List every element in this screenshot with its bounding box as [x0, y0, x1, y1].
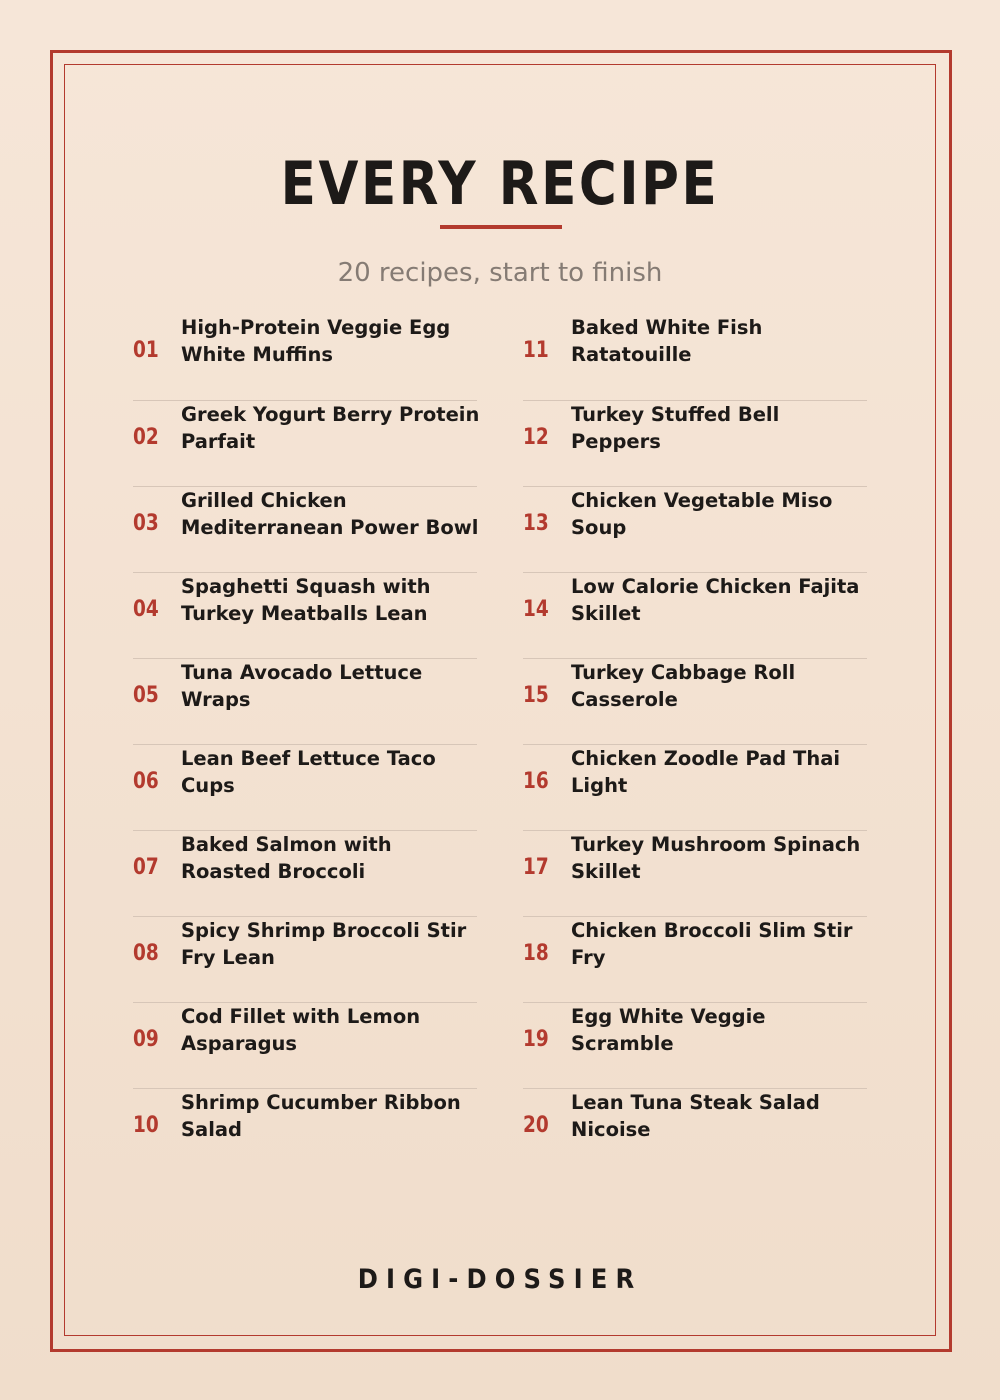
recipe-item: [523, 572, 867, 658]
recipe-number: 09: [133, 1027, 159, 1052]
recipe-title-line: Grilled Chicken: [181, 489, 347, 512]
recipe-item: [523, 916, 867, 1002]
recipe-title-line: Turkey Stuffed Bell: [571, 403, 780, 426]
recipe-title-line: Nicoise: [571, 1118, 651, 1141]
recipe-item: [523, 400, 867, 486]
recipe-number: 10: [133, 1113, 159, 1138]
recipe-title-line: Shrimp Cucumber Ribbon: [181, 1091, 461, 1114]
recipe-number: 14: [523, 597, 549, 622]
recipe-title: [571, 573, 871, 627]
recipe-title-line: Salad: [181, 1118, 243, 1141]
recipe-number: 01: [133, 338, 159, 363]
recipe-number: 20: [523, 1113, 549, 1138]
recipe-title: [571, 659, 871, 713]
recipe-title: [571, 314, 871, 368]
recipe-title-line: Wraps: [181, 688, 251, 711]
recipe-title-line: Mediterranean Power Bowl: [181, 516, 479, 539]
recipe-item: [133, 1002, 477, 1088]
recipe-number: 17: [523, 855, 549, 880]
recipe-title: [571, 1003, 871, 1057]
recipe-title-line: Light: [571, 774, 628, 797]
recipe-title-line: Tuna Avocado Lettuce: [181, 661, 423, 684]
recipe-number: 18: [523, 941, 549, 966]
recipe-title: [571, 831, 871, 885]
recipe-item: [133, 830, 477, 916]
recipe-item: [133, 486, 477, 572]
recipe-title: [181, 659, 481, 713]
recipe-list-left: [133, 314, 480, 1174]
recipe-title: [181, 573, 481, 627]
recipe-title-line: Fry Lean: [181, 946, 275, 969]
recipe-title-line: Soup: [571, 516, 627, 539]
recipe-item: [133, 572, 477, 658]
recipe-list-right: [523, 314, 867, 1174]
recipe-item: [523, 314, 867, 400]
page-subtitle: 20 recipes, start to finish: [337, 258, 663, 288]
recipe-title-line: Spicy Shrimp Broccoli Stir: [181, 919, 467, 942]
recipe-title: [181, 1089, 481, 1143]
recipe-number: 07: [133, 855, 159, 880]
recipe-item: [133, 314, 477, 400]
recipe-title-line: Chicken Broccoli Slim Stir: [571, 919, 853, 942]
recipe-title-line: White Muffins: [181, 343, 333, 366]
recipe-title: [571, 401, 871, 455]
recipe-item: [133, 1088, 477, 1174]
recipe-title: [181, 314, 481, 368]
recipe-title: [181, 487, 481, 541]
recipe-number: 08: [133, 941, 159, 966]
recipe-number: 05: [133, 683, 159, 708]
recipe-title-line: Turkey Meatballs Lean: [181, 602, 428, 625]
recipe-number: 19: [523, 1027, 549, 1052]
recipe-item: [523, 830, 867, 916]
recipe-item: [133, 744, 477, 830]
recipe-number: 12: [523, 425, 549, 450]
recipe-title-line: Spaghetti Squash with: [181, 575, 431, 598]
recipe-title-line: Casserole: [571, 688, 678, 711]
recipe-title-line: Chicken Vegetable Miso: [571, 489, 833, 512]
recipe-title: [181, 917, 481, 971]
recipe-title-line: Asparagus: [181, 1032, 298, 1055]
recipe-item: [133, 658, 477, 744]
recipe-title-line: Cod Fillet with Lemon: [181, 1005, 421, 1028]
recipe-number: 02: [133, 425, 159, 450]
recipe-number: 13: [523, 511, 549, 536]
recipe-item: [133, 400, 480, 486]
recipe-title-line: Greek Yogurt Berry Protein: [181, 403, 480, 426]
recipe-item: [523, 1088, 867, 1174]
recipe-title: [181, 745, 481, 799]
brand-footer: DIGI-DOSSIER: [357, 1264, 643, 1295]
recipe-title-line: Turkey Cabbage Roll: [571, 661, 796, 684]
recipe-title-line: Egg White Veggie: [571, 1005, 766, 1028]
recipe-title: [571, 745, 871, 799]
recipe-title-line: Baked White Fish: [571, 316, 763, 339]
recipe-title-line: Lean Tuna Steak Salad: [571, 1091, 820, 1114]
recipe-title-line: Fry: [571, 946, 606, 969]
recipe-title: [181, 401, 481, 455]
recipe-item: [523, 744, 867, 830]
recipe-title-line: Cups: [181, 774, 235, 797]
recipe-number: 03: [133, 511, 159, 536]
recipe-number: 16: [523, 769, 549, 794]
recipe-title-line: Scramble: [571, 1032, 674, 1055]
recipe-title-line: Ratatouille: [571, 343, 692, 366]
recipe-title-line: Parfait: [181, 430, 256, 453]
recipe-title-line: High-Protein Veggie Egg: [181, 316, 451, 339]
recipe-title: [181, 831, 481, 885]
recipe-title: [571, 1089, 871, 1143]
title-underline: [440, 225, 562, 229]
recipe-number: 11: [523, 338, 549, 363]
recipe-title-line: Chicken Zoodle Pad Thai: [571, 747, 841, 770]
recipe-title-line: Baked Salmon with: [181, 833, 392, 856]
recipe-title: [571, 917, 871, 971]
recipe-item: [523, 1002, 867, 1088]
recipe-title: [571, 487, 871, 541]
recipe-number: 06: [133, 769, 159, 794]
recipe-title-line: Roasted Broccoli: [181, 860, 366, 883]
recipe-number: 15: [523, 683, 549, 708]
recipe-title-line: Turkey Mushroom Spinach: [571, 833, 861, 856]
recipe-title: [181, 1003, 481, 1057]
page-title: EVERY RECIPE: [280, 149, 720, 219]
recipe-title-line: Skillet: [571, 860, 641, 883]
recipe-title-line: Low Calorie Chicken Fajita: [571, 575, 860, 598]
recipe-item: [523, 486, 867, 572]
recipe-title-line: Lean Beef Lettuce Taco: [181, 747, 436, 770]
recipe-item: [133, 916, 477, 1002]
recipe-item: [523, 658, 867, 744]
recipe-title-line: Peppers: [571, 430, 661, 453]
recipe-title-line: Skillet: [571, 602, 641, 625]
recipe-number: 04: [133, 597, 159, 622]
